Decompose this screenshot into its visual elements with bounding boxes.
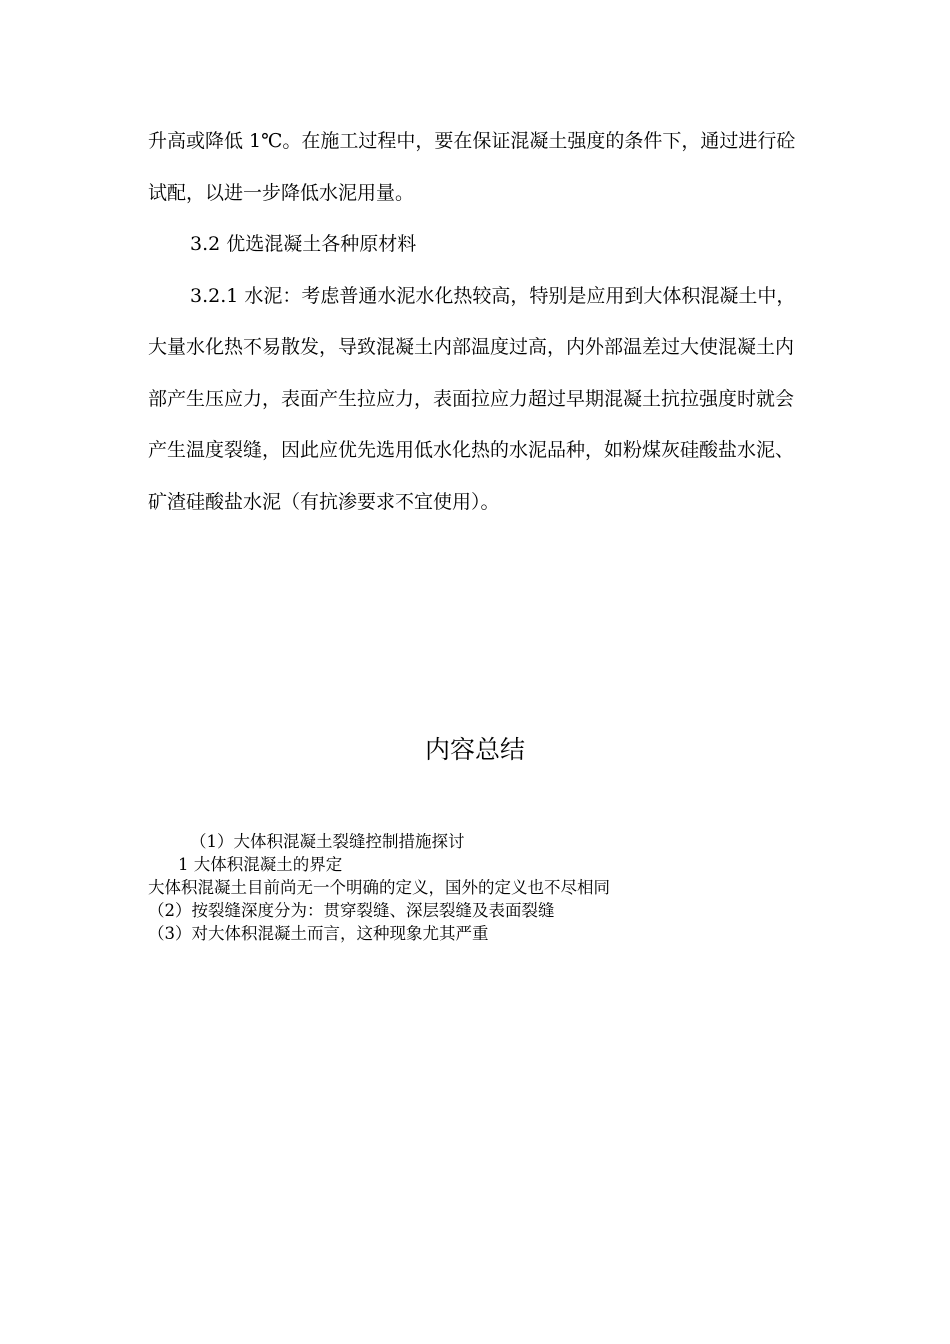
summary-list	[148, 830, 848, 945]
summary-item: （2）按裂缝深度分为：贯穿裂缝、深层裂缝及表面裂缝	[148, 901, 555, 920]
section-heading-3-2: 3.2 优选混凝土各种原材料	[190, 233, 417, 255]
summary-item: 1 大体积混凝土的界定	[178, 855, 343, 874]
summary-title: 内容总结	[424, 735, 525, 764]
summary-item: （3）对大体积混凝土而言，这种现象尤其严重	[148, 924, 489, 943]
paragraph-continuation: 升高或降低 1℃。在施工过程中，要在保证混凝土强度的条件下，通过进行砼试配，以进一步降低水泥用量。	[148, 130, 796, 204]
body-text	[148, 116, 808, 528]
paragraph-cement: 3.2.1 水泥：考虑普通水泥水化热较高，特别是应用到大体积混凝土中，大量水化热不易散发，导致混凝土内部温度过高，内外部温差过大使混凝土内部产生压应力，表面产生拉应力，表面拉应力超过早期混凝土抗拉强度时就会产生温度裂缝，因此应优先选用低水化热的水泥品种，如粉煤灰硅酸盐水泥、矿渣硅酸盐水泥（有抗渗要求不宜使用）。	[148, 284, 796, 513]
summary-item: 大体积混凝土目前尚无一个明确的定义，国外的定义也不尽相同	[148, 878, 610, 897]
summary-item: （1）大体积混凝土裂缝控制措施探讨	[190, 832, 465, 851]
